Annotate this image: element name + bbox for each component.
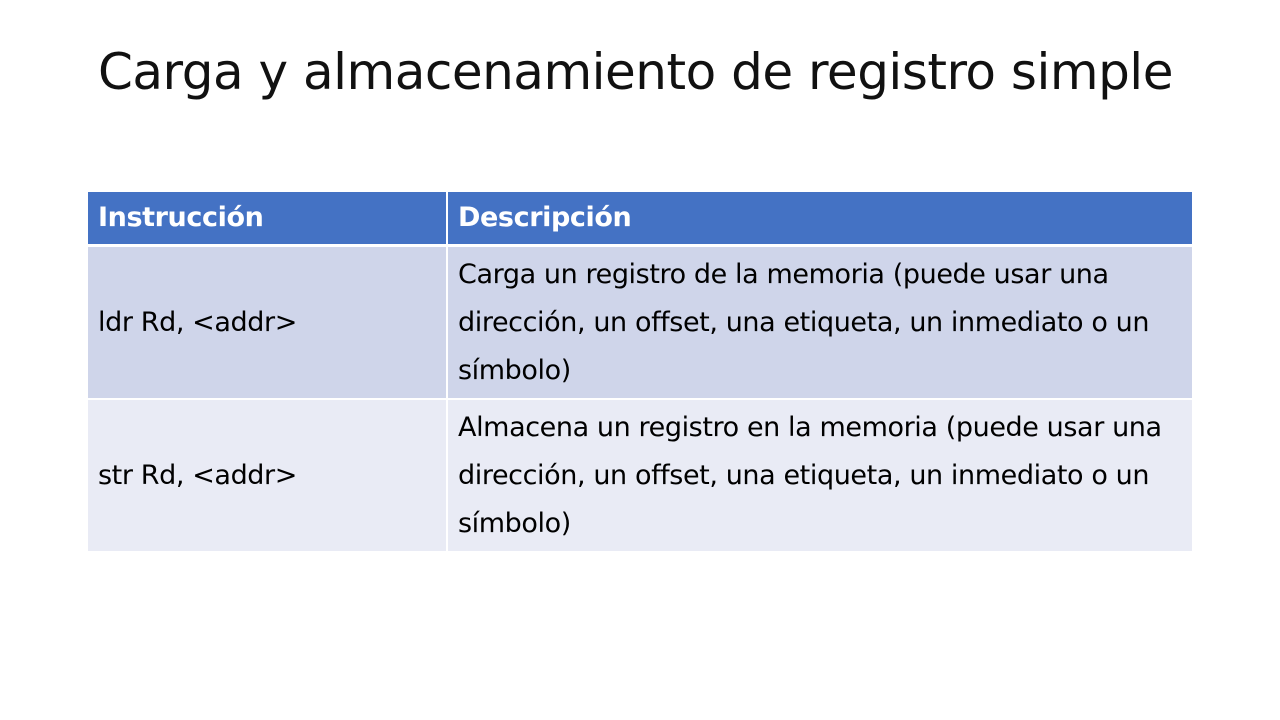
cell-instruction: ldr Rd, <addr> [88, 247, 446, 400]
table-row [88, 247, 1192, 400]
table-header-row [88, 192, 1192, 247]
cell-instruction: str Rd, <addr> [88, 400, 446, 551]
header-instruction: Instrucción [88, 192, 446, 247]
header-description: Descripción [446, 192, 1192, 247]
instruction-table [88, 192, 1192, 551]
table-row [88, 400, 1192, 551]
cell-description: Almacena un registro en la memoria (puede usar una dirección, un offset, una etiqueta, un inmediato o un símbolo) [446, 400, 1192, 551]
cell-description: Carga un registro de la memoria (puede usar una dirección, un offset, una etiqueta, un inmediato o un símbolo) [446, 247, 1192, 400]
slide-title: Carga y almacenamiento de registro simple [98, 43, 1173, 101]
